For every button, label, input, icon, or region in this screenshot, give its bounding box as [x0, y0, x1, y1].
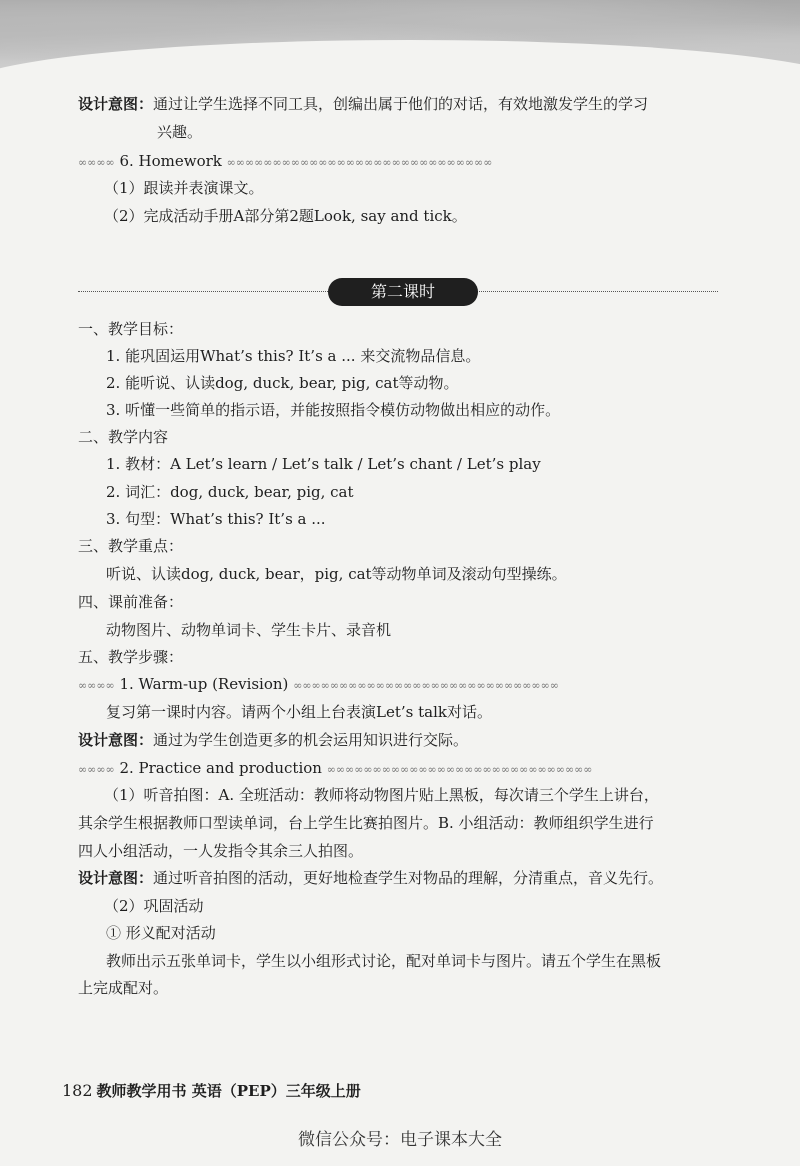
design-intent-text: 通过让学生选择不同工具，创编出属于他们的对话，有效地激发学生的学习	[153, 95, 649, 113]
practice-paragraph: 其余学生根据教师口型读单词，台上学生比赛拍图片。B. 小组活动：教师组织学生进行	[78, 814, 654, 832]
practice-paragraph: 四人小组活动，一人发指令其余三人拍图。	[78, 842, 364, 860]
practice-heading	[78, 757, 592, 781]
design-intent-text: 通过为学生创造更多的机会运用知识进行交际。	[153, 731, 469, 749]
activity-text: 上完成配对。	[78, 979, 169, 997]
wave-decoration: ∞∞∞∞	[78, 763, 115, 776]
prep-item: 动物图片、动物单词卡、学生卡片、录音机	[106, 621, 392, 639]
design-intent-label: 设计意图：	[78, 95, 154, 113]
warmup-heading	[78, 673, 559, 697]
design-intent-1	[78, 93, 648, 115]
homework-title: 6. Homework	[119, 152, 222, 170]
design-intent-text: 通过听音拍图的活动，更好地检查学生对物品的理解，分清重点，音义先行。	[153, 869, 664, 887]
activity-text: 教师出示五张单词卡，学生以小组形式讨论，配对单词卡与图片。请五个学生在黑板	[106, 952, 662, 970]
focus-item: 听说、认读dog, duck, bear，pig, cat等动物单词及滚动句型操练。	[106, 565, 567, 583]
section-title-badge: 第二课时	[328, 278, 478, 306]
section-heading: 五、教学步骤：	[78, 648, 184, 666]
homework-item: （1）跟读并表演课文。	[104, 179, 264, 197]
page-footer	[62, 1080, 361, 1101]
design-intent-continuation: 兴趣。	[157, 123, 203, 141]
homework-heading	[78, 150, 492, 174]
section-heading: 四、课前准备：	[78, 593, 184, 611]
design-intent-label: 设计意图：	[78, 731, 154, 749]
practice-title: 2. Practice and production	[119, 759, 322, 777]
activity-heading: （2）巩固活动	[104, 897, 204, 915]
wave-decoration: ∞∞∞∞∞∞∞∞∞∞∞∞∞∞∞∞∞∞∞∞∞∞∞∞∞∞∞∞∞	[293, 679, 559, 692]
goal-item: 2. 能听说、认读dog, duck, bear, pig, cat等动物。	[106, 374, 459, 392]
wave-decoration: ∞∞∞∞∞∞∞∞∞∞∞∞∞∞∞∞∞∞∞∞∞∞∞∞∞∞∞∞∞	[326, 763, 593, 776]
practice-paragraph: （1）听音拍图：A. 全班活动：教师将动物图片贴上黑板，每次请三个学生上讲台，	[104, 786, 659, 804]
wave-decoration: ∞∞∞∞	[78, 679, 115, 692]
warmup-title: 1. Warm-up (Revision)	[119, 675, 289, 693]
content-item: 2. 词汇：dog, duck, bear, pig, cat	[106, 483, 354, 501]
page-number: 182	[62, 1081, 93, 1100]
content-item: 3. 句型：What’s this? It’s a ...	[106, 510, 326, 528]
design-intent-3	[78, 867, 663, 889]
wave-decoration: ∞∞∞∞∞∞∞∞∞∞∞∞∞∞∞∞∞∞∞∞∞∞∞∞∞∞∞∞∞	[226, 156, 493, 169]
section-heading: 一、教学目标：	[78, 320, 184, 338]
goal-item: 3. 听懂一些简单的指示语，并能按照指令模仿动物做出相应的动作。	[106, 401, 561, 419]
section-heading: 三、教学重点：	[78, 537, 184, 555]
content-item: 1. 教材：A Let’s learn / Let’s talk / Let’s chant / Let’s play	[106, 455, 541, 473]
section-heading: 二、教学内容	[78, 428, 169, 446]
book-title: 教师教学用书 英语（PEP）三年级上册	[96, 1082, 361, 1100]
warmup-text: 复习第一课时内容。请两个小组上台表演Let’s talk对话。	[106, 703, 492, 721]
homework-item: （2）完成活动手册A部分第2题Look, say and tick。	[104, 207, 467, 225]
wechat-watermark: 微信公众号：电子课本大全	[298, 1130, 502, 1150]
activity-subheading: ① 形义配对活动	[106, 924, 216, 942]
wave-decoration: ∞∞∞∞	[78, 156, 115, 169]
design-intent-2	[78, 729, 468, 751]
goal-item: 1. 能巩固运用What’s this? It’s a ... 来交流物品信息。	[106, 347, 481, 365]
design-intent-label: 设计意图：	[78, 869, 154, 887]
